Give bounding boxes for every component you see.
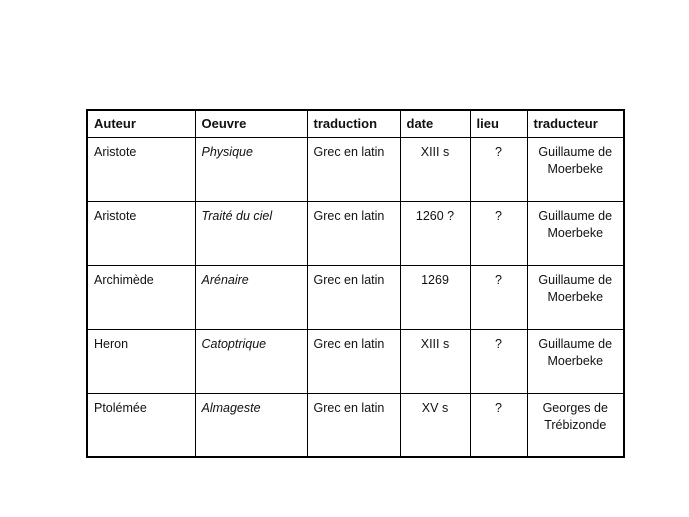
cell-date: XIII s [400, 137, 470, 201]
cell-traduction: Grec en latin [307, 393, 400, 457]
cell-traducteur: Guillaume de Moerbeke [527, 329, 624, 393]
table-row [87, 329, 624, 393]
cell-lieu: ? [470, 393, 527, 457]
cell-traduction: Grec en latin [307, 137, 400, 201]
table-row [87, 393, 624, 457]
cell-oeuvre: Physique [195, 137, 307, 201]
cell-lieu: ? [470, 201, 527, 265]
cell-date: XV s [400, 393, 470, 457]
cell-lieu: ? [470, 329, 527, 393]
table-row [87, 137, 624, 201]
cell-auteur: Aristote [87, 201, 195, 265]
cell-oeuvre: Traité du ciel [195, 201, 307, 265]
header-lieu: lieu [470, 110, 527, 137]
cell-auteur: Heron [87, 329, 195, 393]
cell-traducteur: Guillaume de Moerbeke [527, 201, 624, 265]
table-row [87, 201, 624, 265]
header-oeuvre: Oeuvre [195, 110, 307, 137]
cell-traducteur: Guillaume de Moerbeke [527, 265, 624, 329]
translations-table [86, 109, 625, 458]
cell-traduction: Grec en latin [307, 329, 400, 393]
cell-lieu: ? [470, 265, 527, 329]
cell-date: 1269 [400, 265, 470, 329]
cell-auteur: Archimède [87, 265, 195, 329]
header-date: date [400, 110, 470, 137]
table-header-row [87, 110, 624, 137]
cell-traducteur: Guillaume de Moerbeke [527, 137, 624, 201]
cell-auteur: Aristote [87, 137, 195, 201]
table-row [87, 265, 624, 329]
cell-oeuvre: Arénaire [195, 265, 307, 329]
cell-oeuvre: Almageste [195, 393, 307, 457]
header-auteur: Auteur [87, 110, 195, 137]
header-traducteur: traducteur [527, 110, 624, 137]
header-traduction: traduction [307, 110, 400, 137]
cell-date: 1260 ? [400, 201, 470, 265]
cell-traduction: Grec en latin [307, 201, 400, 265]
cell-traducteur: Georges de Trébizonde [527, 393, 624, 457]
cell-lieu: ? [470, 137, 527, 201]
cell-auteur: Ptolémée [87, 393, 195, 457]
cell-date: XIII s [400, 329, 470, 393]
cell-oeuvre: Catoptrique [195, 329, 307, 393]
cell-traduction: Grec en latin [307, 265, 400, 329]
